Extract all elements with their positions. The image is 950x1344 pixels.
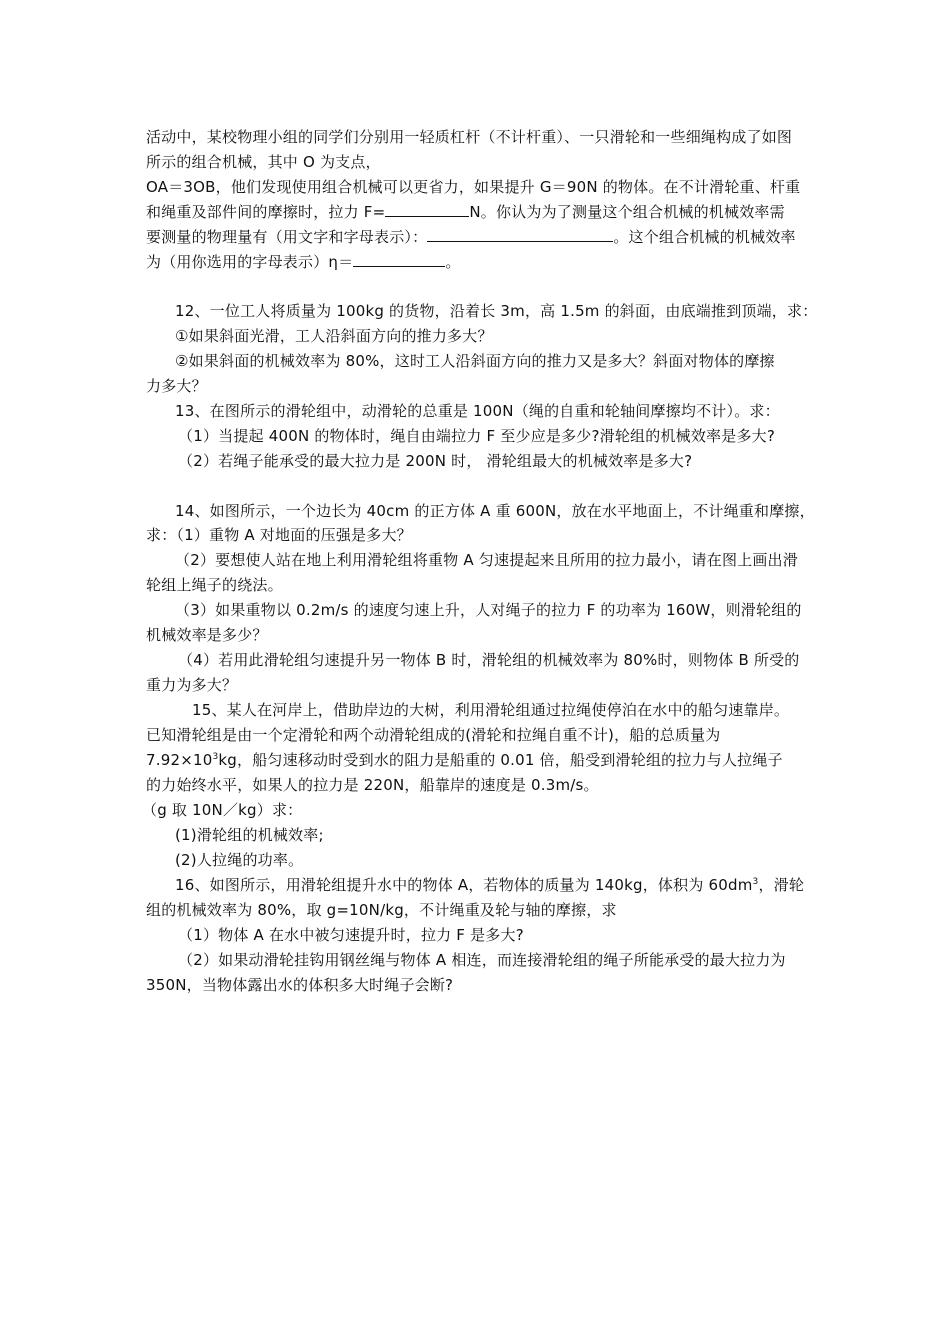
q11-line-6-text-a: 为（用你选用的字母表示）η＝ [146,253,354,271]
q12-line-2: ①如果斜面光滑，工人沿斜面方向的推力多大？ [175,327,493,345]
q13-line-3: （2）若绳子能承受的最大拉力是 200N 时， 滑轮组最大的机械效率是多大? [178,452,693,470]
answer-blank-efficiency [353,252,445,267]
q16-line-1-text-b: ，滑轮 [758,876,805,894]
q14-line-8: 重力为多大？ [146,676,238,694]
answer-blank-force [385,202,469,217]
q11-line-5 [146,226,796,248]
q14-line-5: （3）如果重物以 0.2m/s 的速度匀速上升，人对绳子的拉力 F 的功率为 160W，则滑轮组的 [175,601,802,619]
q12-line-4: 力多大？ [146,377,207,395]
q16-line-1-text-a: 16、如图所示，用滑轮组提升水中的物体 A，若物体的质量为 140kg，体积为 60dm [175,876,753,894]
q11-line-3: OA＝3OB，他们发现使用组合机械可以更省力，如果提升 G＝90N 的物体。在不计滑轮重、杆重 [146,178,801,196]
q14-line-2: 求：（1）重物 A 对地面的压强是多大？ [146,526,412,544]
q16-line-5: 350N，当物体露出水的体积多大时绳子会断? [146,976,454,994]
q13-line-1: 13、在图所示的滑轮组中，动滑轮的总重是 100N（绳的自重和轮轴间摩擦均不计）。求： [175,402,780,420]
q11-line-6-text-b: 。 [445,253,461,271]
q15-line-4: 的力始终水平，如果人的拉力是 220N，船靠岸的速度是 0.3m/s。 [146,776,599,794]
q15-line-7: (2)人拉绳的功率。 [175,851,304,869]
q15-line-3-text-a: 7.92×10 [146,751,213,769]
q15-exponent: 3 [212,752,219,762]
q13-line-2: （1）当提起 400N 的物体时，绳自由端拉力 F 至少应是多少?滑轮组的机械效率是多大? [178,427,776,445]
q15-line-3 [146,749,783,771]
q14-line-1: 14、如图所示，一个边长为 40cm 的正方体 A 重 600N，放在水平地面上，不计绳重和摩擦， [175,502,815,520]
q11-line-5-text-a: 要测量的物理量有（用文字和字母表示）： [146,228,428,246]
q16-exponent: 3 [752,877,759,887]
q14-line-4: 轮组上绳子的绕法。 [146,576,283,594]
q14-line-6: 机械效率是多少？ [146,626,268,644]
q11-line-5-text-b: 。这个组合机械的机械效率 [613,228,796,246]
q11-line-1: 活动中，某校物理小组的同学们分别用一轻质杠杆（不计杆重）、一只滑轮和一些细绳构成了如图 [146,128,793,146]
q12-line-1: 12、一位工人将质量为 100kg 的货物，沿着长 3m，高 1.5m 的斜面，由底端推到顶端，求： [175,302,818,320]
q11-line-4 [146,201,785,223]
q11-line-6 [146,251,461,273]
q11-line-2: 所示的组合机械，其中 O 为支点， [146,153,381,171]
q15-line-1: 15、某人在河岸上，借助岸边的大树，利用滑轮组通过拉绳使停泊在水中的船匀速靠岸。 [192,701,790,719]
q15-line-6: (1)滑轮组的机械效率; [175,826,324,844]
q14-line-7: （4）若用此滑轮组匀速提升另一物体 B 时，滑轮组的机械效率为 80%时，则物体 B 所受的 [178,651,800,669]
q12-line-3: ②如果斜面的机械效率为 80%，这时工人沿斜面方向的推力又是多大？斜面对物体的摩擦 [175,352,775,370]
q11-line-4-text-b: N。你认为为了测量这个组合机械的机械效率需 [469,203,785,221]
q16-line-4: （2）如果动滑轮挂钩用钢丝绳与物体 A 相连，而连接滑轮组的绳子所能承受的最大拉力为 [178,951,786,969]
q15-line-2: 已知滑轮组是由一个定滑轮和两个动滑轮组成的(滑轮和拉绳自重不计)，船的总质量为 [146,726,721,744]
q16-line-3: （1）物体 A 在水中被匀速提升时，拉力 F 是多大? [178,926,524,944]
q15-line-3-text-b: kg，船匀速移动时受到水的阻力是船重的 0.01 倍，船受到滑轮组的拉力与人拉绳子 [218,751,783,769]
q14-line-3: （2）要想使人站在地上利用滑轮组将重物 A 匀速提起来且所用的拉力最小，请在图上画出滑 [175,551,798,569]
q15-line-5: （g 取 10N／kg）求： [142,801,303,819]
q11-line-4-text-a: 和绳重及部件间的摩擦时，拉力 F= [146,203,386,221]
q16-line-2: 组的机械效率为 80%，取 g=10N/kg，不计绳重及轮与轴的摩擦，求 [146,901,617,919]
q16-line-1 [175,874,804,896]
answer-blank-quantities [427,227,613,242]
